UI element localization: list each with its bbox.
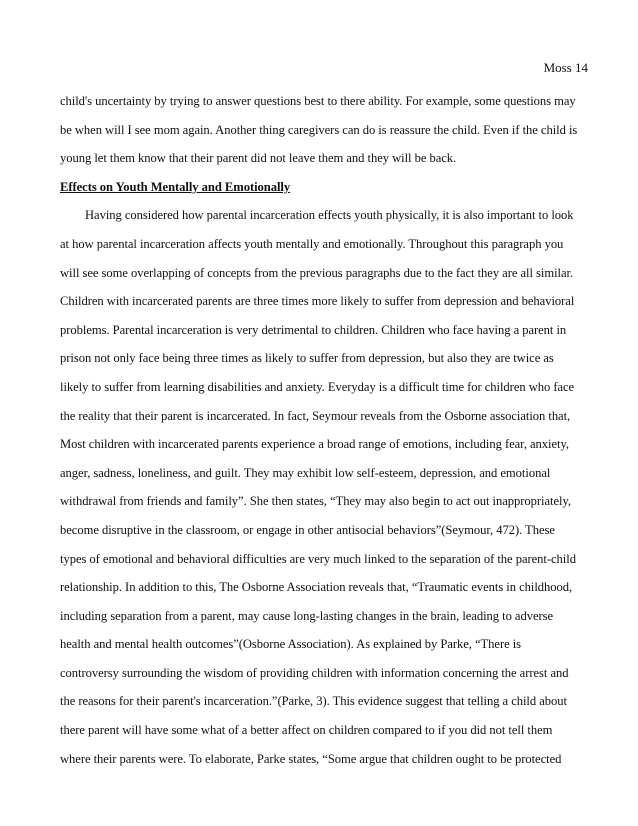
body-text-line: will see some overlapping of concepts from the previous paragraphs due to the fact they are all similar.: [60, 265, 574, 280]
page-header-running-head: Moss 14: [543, 60, 588, 75]
body-text-line: types of emotional and behavioral difficulties are very much linked to the separation of the parent-child: [60, 551, 576, 566]
body-text-line: become disruptive in the classroom, or engage in other antisocial behaviors”(Seymour, 472). These: [60, 522, 555, 537]
body-text-line: the reality that their parent is incarcerated. In fact, Seymour reveals from the Osborne association that,: [60, 408, 571, 423]
body-text-line: withdrawal from friends and family”. She then states, “They may also begin to act out inappropriately,: [60, 494, 571, 509]
body-text-line: there parent will have some what of a better affect on children compared to if you did not tell them: [60, 723, 553, 738]
body-text-line: Most children with incarcerated parents experience a broad range of emotions, including fear, anxiety,: [60, 437, 570, 452]
section-heading: Effects on Youth Mentally and Emotionally: [60, 179, 291, 194]
body-text-line: likely to suffer from learning disabilities and anxiety. Everyday is a difficult time for children who face: [60, 379, 575, 394]
body-text-line: the reasons for their parent's incarceration.”(Parke, 3). This evidence suggest that telling a child about: [60, 694, 567, 709]
body-text-line: child's uncertainty by trying to answer questions best to there ability. For example, some questions may: [60, 94, 576, 108]
document-body: [60, 93, 588, 779]
body-text-line: problems. Parental incarceration is very detrimental to children. Children who face having a parent in: [60, 322, 567, 337]
body-text-line: prison not only face being three times as likely to suffer from depression, but also they are twice as: [60, 351, 554, 366]
body-text-line: controversy surrounding the wisdom of providing children with information concerning the arrest and: [60, 665, 569, 680]
body-text-line: relationship. In addition to this, The Osborne Association reveals that, “Traumatic events in childhood,: [60, 580, 573, 595]
body-text-line: Having considered how parental incarceration effects youth physically, it is also important to look: [85, 208, 574, 223]
body-text-line: including separation from a parent, may cause long-lasting changes in the brain, leading to adverse: [60, 608, 554, 623]
body-text-line: at how parental incarceration affects youth mentally and emotionally. Throughout this paragraph you: [60, 236, 564, 251]
body-text-line: anger, sadness, loneliness, and guilt. They may exhibit low self-esteem, depression, and emotional: [60, 465, 551, 480]
body-text-line: Children with incarcerated parents are three times more likely to suffer from depression and behavioral: [60, 294, 575, 309]
body-text-line: where their parents were. To elaborate, Parke states, “Some argue that children ought to be protected: [60, 751, 562, 766]
body-text-line: health and mental health outcomes”(Osborne Association). As explained by Parke, “There is: [60, 637, 522, 652]
body-text-line: young let them know that their parent did not leave them and they will be back.: [60, 151, 457, 166]
body-text-line: be when will I see mom again. Another thing caregivers can do is reassure the child. Even if the child is: [60, 122, 578, 137]
